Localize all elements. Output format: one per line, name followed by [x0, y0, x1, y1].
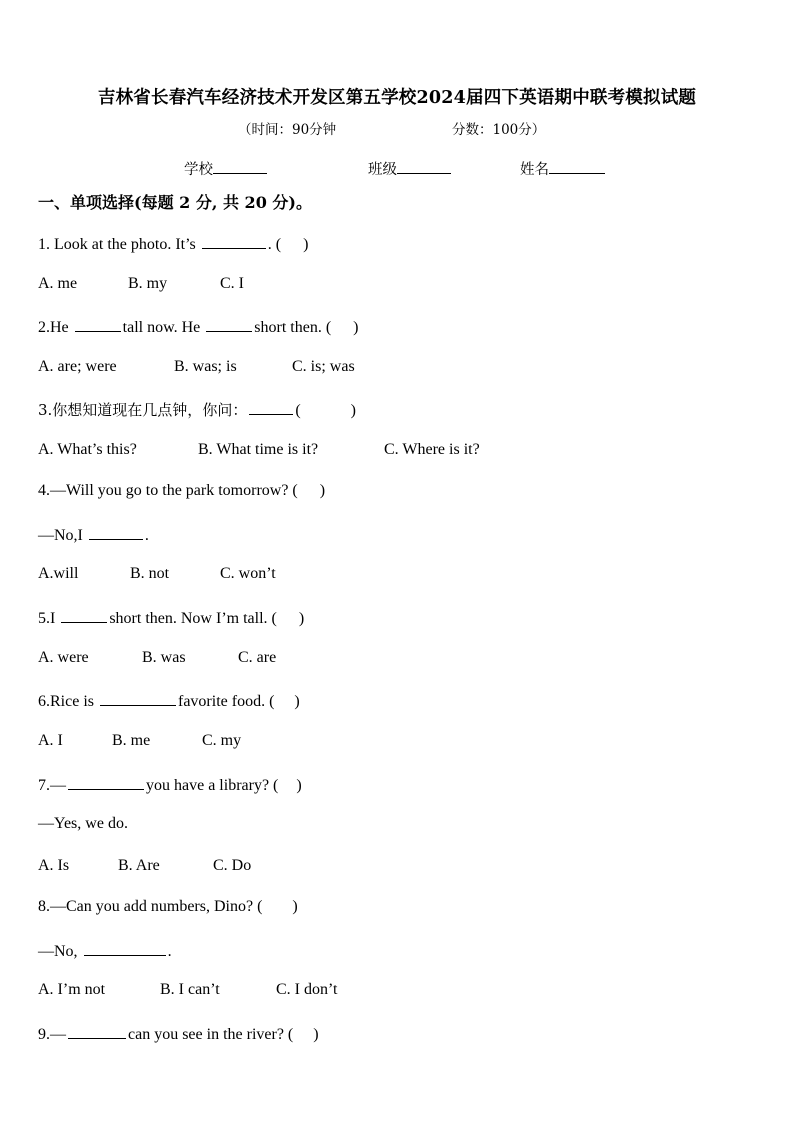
answer-paren: )	[294, 693, 300, 710]
question-text: 5.I	[38, 610, 60, 627]
question-text: short then. (	[254, 319, 332, 336]
question-text: . (	[267, 236, 282, 253]
option-c: C. my	[202, 732, 242, 749]
question-text: 2.He	[38, 319, 73, 336]
question-7-reply: —Yes, we do.	[38, 815, 128, 832]
option-c: C. Do	[213, 857, 252, 874]
question-text: 9.—	[38, 1026, 66, 1043]
answer-paren: )	[319, 482, 326, 499]
option-b: B. was; is	[174, 358, 237, 375]
school-blank[interactable]	[213, 159, 267, 174]
options-2	[38, 358, 355, 376]
question-text: 6.Rice is	[38, 693, 98, 710]
class-label: 班级	[368, 162, 397, 178]
option-a: A. me	[38, 275, 78, 292]
options-8	[38, 981, 337, 999]
option-b: B. not	[130, 565, 170, 582]
question-5	[38, 607, 304, 628]
question-text: (	[295, 402, 301, 419]
option-c: C. Where is it?	[384, 441, 480, 458]
question-text: you have a library? (	[146, 777, 279, 794]
answer-blank[interactable]	[100, 690, 176, 706]
question-text: —No,	[38, 943, 82, 960]
question-text: 1. Look at the photo. It’s	[38, 236, 200, 253]
option-a: A. Is	[38, 857, 70, 874]
class-blank[interactable]	[397, 159, 451, 174]
question-text: short then. Now I’m tall. (	[109, 610, 277, 627]
question-text: .	[167, 943, 172, 960]
option-b: B. What time is it?	[198, 441, 319, 458]
question-text: 8.—Can you add numbers, Dino? (	[38, 898, 263, 915]
option-a: A. I’m not	[38, 981, 106, 998]
name-blank[interactable]	[549, 159, 605, 174]
options-1	[38, 275, 244, 293]
option-c: C. I don’t	[276, 981, 338, 998]
options-7	[38, 857, 251, 875]
option-c: C. won’t	[220, 565, 276, 582]
answer-blank[interactable]	[89, 524, 143, 540]
answer-blank[interactable]	[202, 233, 266, 249]
question-4	[38, 482, 325, 500]
options-6	[38, 732, 241, 750]
question-4-reply	[38, 524, 149, 545]
question-3	[38, 399, 356, 420]
option-a: A. are; were	[38, 358, 117, 375]
question-text: 3.你想知道现在几点钟，你问：	[38, 401, 248, 419]
answer-paren: )	[296, 777, 302, 794]
exam-time: （时间：90分钟	[238, 122, 337, 138]
option-b: B. I can’t	[160, 981, 220, 998]
exam-score: 分数：100分）	[452, 122, 546, 138]
school-field	[184, 158, 267, 179]
answer-blank[interactable]	[68, 774, 144, 790]
option-a: A. were	[38, 649, 89, 666]
question-text: 7.—	[38, 777, 66, 794]
option-a: A. I	[38, 732, 63, 749]
answer-blank[interactable]	[249, 399, 293, 415]
name-field	[520, 158, 605, 179]
answer-paren: )	[353, 319, 359, 336]
answer-blank[interactable]	[75, 316, 121, 332]
answer-paren: )	[313, 1026, 319, 1043]
question-text: —No,I	[38, 527, 87, 544]
option-c: C. is; was	[292, 358, 355, 375]
question-text: .	[144, 527, 149, 544]
question-9	[38, 1023, 319, 1044]
options-4	[38, 565, 276, 583]
option-c: C. I	[220, 275, 244, 292]
section-heading: 一、单项选择(每题 2 分, 共 20 分)。	[38, 193, 312, 212]
question-8-reply	[38, 940, 172, 961]
answer-blank[interactable]	[206, 316, 252, 332]
question-8	[38, 898, 298, 916]
option-b: B. was	[142, 649, 186, 666]
option-b: B. me	[112, 732, 151, 749]
option-b: B. my	[128, 275, 168, 292]
class-field	[368, 158, 451, 179]
exam-title: 吉林省长春汽车经济技术开发区第五学校2024届四下英语期中联考模拟试题	[97, 88, 697, 108]
question-text: can you see in the river? (	[128, 1026, 294, 1043]
school-label: 学校	[184, 162, 213, 178]
option-b: B. Are	[118, 857, 160, 874]
question-text: 4.—Will you go to the park tomorrow? (	[38, 482, 298, 499]
option-a: A. What’s this?	[38, 441, 137, 458]
option-a: A.will	[38, 565, 79, 582]
question-text: tall now. He	[122, 319, 205, 336]
answer-blank[interactable]	[61, 607, 107, 623]
answer-blank[interactable]	[68, 1023, 126, 1039]
option-c: C. are	[238, 649, 277, 666]
name-label: 姓名	[520, 162, 549, 178]
question-6	[38, 690, 300, 711]
answer-blank[interactable]	[84, 940, 166, 956]
answer-paren: )	[350, 402, 356, 419]
question-text: favorite food. (	[178, 693, 275, 710]
question-2	[38, 316, 358, 337]
question-7	[38, 774, 302, 795]
answer-paren: )	[303, 236, 309, 253]
options-3	[38, 441, 480, 459]
options-5	[38, 649, 276, 667]
answer-paren: )	[298, 610, 305, 627]
question-1	[38, 233, 308, 254]
answer-paren: )	[292, 898, 298, 915]
